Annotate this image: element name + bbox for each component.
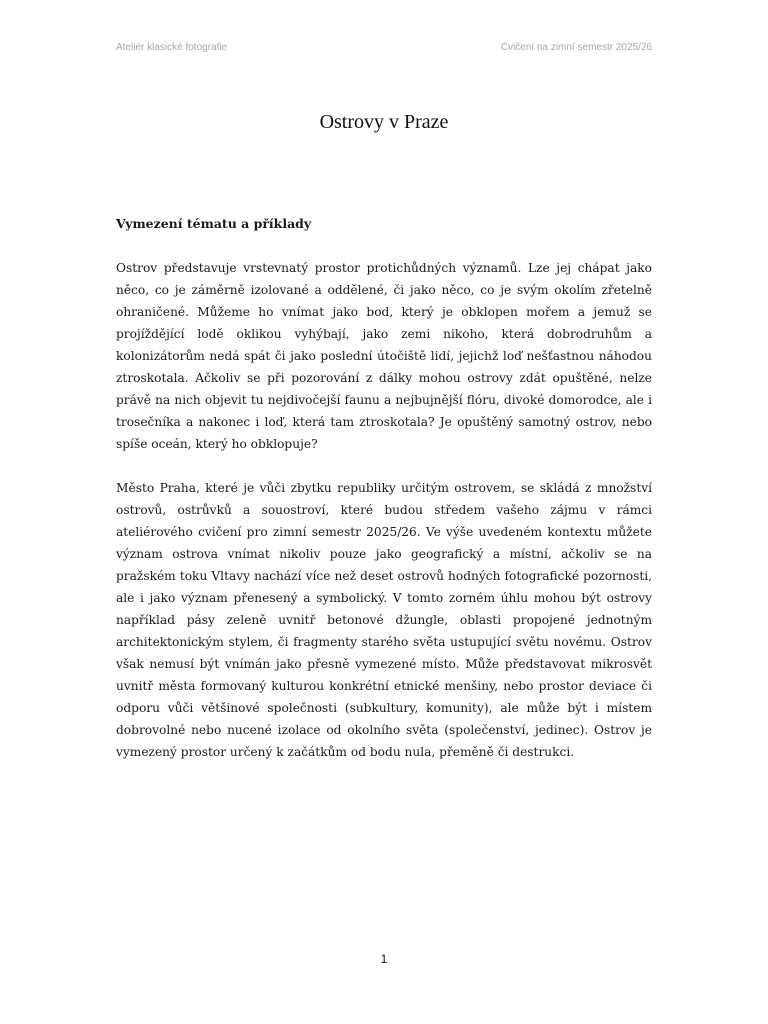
paragraph-prague-islands: Město Praha, které je vůči zbytku republiky určitým ostrovem, se skládá z množství ostrovů, ostrůvků a souostroví, které budou středem vašeho zájmu v rámci ateliérového cvičení pro zimní semestr 2025/26. Ve výše uvedeném kontextu můžete význam ostrova vnímat nikoliv pouze jako geografický a místní, ačkoliv se na pražském toku Vltavy nachází více než deset ostrovů hodných fotografické pozornosti, ale i jako význam přenesený a symbolický. V tomto zorném úhlu mohou být ostrovy například pásy zeleně uvnitř betonové džungle, oblasti propojené jednotným architektonickým stylem, či fragmenty starého světa ustupující světu novému. Ostrov však nemusí být vnímán jako přesně vymezené místo. Může představovat mikrosvět uvnitř města formovaný kulturou konkrétní etnické menšiny, nebo prostor deviace či odporu vůči většinové společnosti (subkultury, komunity), ale může být i místem dobrovolné nebo nucené izolace od okolního světa (společenství, jedinec). Ostrov je vymezený prostor určený k začátkům od bodu nula, přeměně či destrukci.	[116, 481, 652, 759]
page-number: 1	[380, 952, 388, 966]
document-body	[116, 213, 652, 785]
running-header	[116, 42, 652, 56]
header-studio-name: Ateliér klasické fotografie	[116, 42, 228, 53]
section-heading: Vymezení tématu a příklady	[116, 216, 312, 231]
document-title: Ostrovy v Praze	[319, 111, 449, 133]
header-course-info: Cvičení na zimní semestr 2025/26	[500, 42, 652, 53]
paragraph-island-meaning: Ostrov představuje vrstevnatý prostor protichůdných významů. Lze jej chápat jako něco, co je záměrně izolované a oddělené, či jako něco, co je svým okolím zřetelně ohraničené. Můžeme ho vnímat jako bod, který je obklopen mořem a jemuž se projíždějící lodě oklikou vyhýbají, jako zemi nikoho, která dobrodruhům a kolonizátorům nedá spát či jako poslední útočiště lidí, jejichž loď nešťastnou náhodou ztroskotala. Ačkoliv se při pozorování z dálky mohou ostrovy zdát opuštěné, nelze právě na nich objevit tu nejdivočejší faunu a nejbujnější flóru, divoké domorodce, ale i trosečníka a nakonec i loď, která tam ztroskotala? Je opuštěný samotný ostrov, nebo spíše oceán, který ho obklopuje?	[116, 261, 652, 451]
